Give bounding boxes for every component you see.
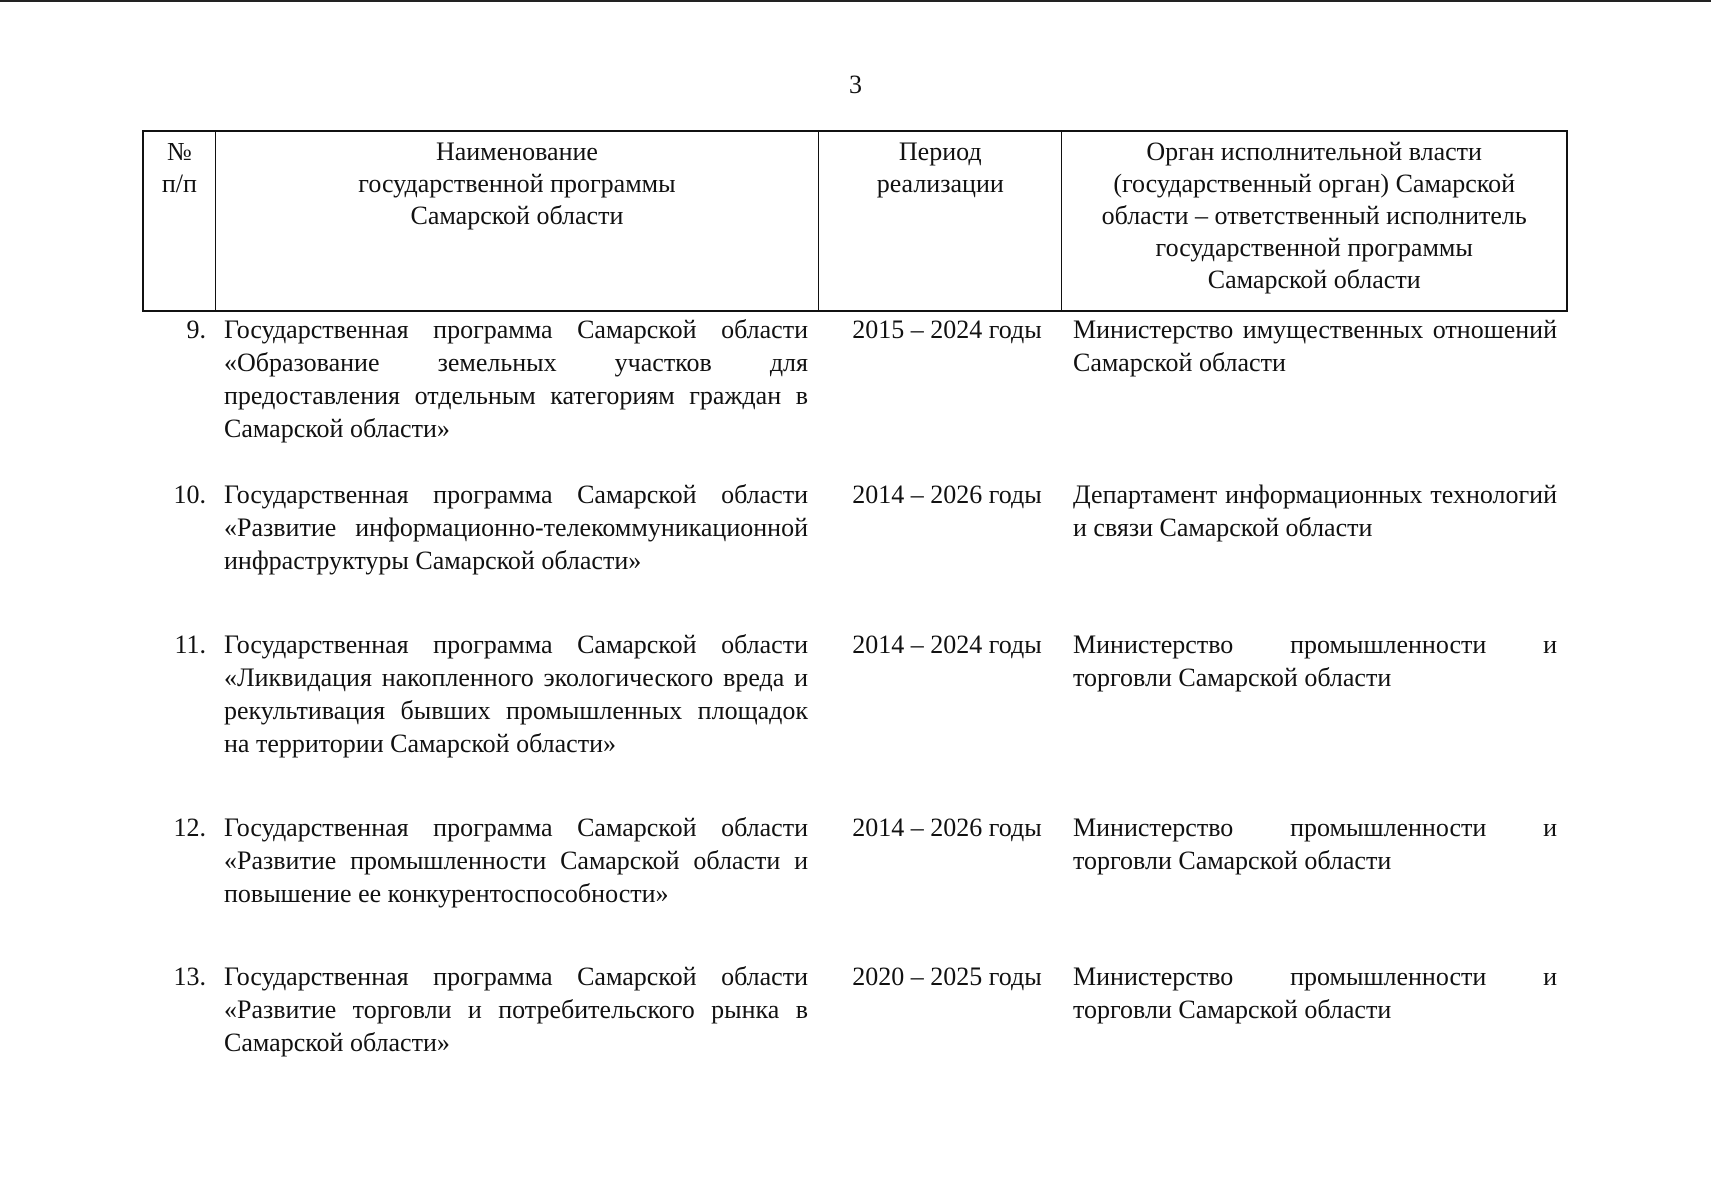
responsible-org: Департамент информационных технологий и связи Самарской области [1073, 480, 1557, 542]
page-number: 3 [849, 70, 862, 99]
program-period: 2014 – 2026 годы [852, 813, 1042, 842]
header-org-line: (государственный орган) Самарской [1113, 169, 1516, 198]
responsible-org: Министерство промышленности и торговли Самарской области [1073, 813, 1557, 875]
header-org-line: Орган исполнительной власти [1146, 137, 1482, 166]
program-name: Государственная программа Самарской области «Развитие информационно-телекоммуникационной инфраструктуры Самарской области» [224, 480, 808, 575]
table-header [142, 130, 1568, 312]
program-name: Государственная программа Самарской области «Образование земельных участков для предоставления отдельным категориям граждан в Самарской области» [224, 315, 808, 443]
program-period: 2014 – 2024 годы [852, 630, 1042, 659]
row-number: 9. [186, 315, 206, 344]
row-number: 10. [173, 480, 206, 509]
top-border-line [0, 0, 1711, 2]
row-number: 13. [173, 962, 206, 991]
header-num-line: п/п [161, 169, 197, 198]
program-period: 2015 – 2024 годы [852, 315, 1042, 344]
header-name [216, 132, 819, 310]
header-org [1062, 132, 1566, 310]
header-period-line: реализации [876, 169, 1004, 198]
program-period: 2020 – 2025 годы [852, 962, 1042, 991]
header-name-line: государственной программы [358, 169, 676, 198]
header-name-line: Наименование [435, 137, 598, 166]
header-period [819, 132, 1062, 310]
header-period-line: Период [898, 137, 982, 166]
header-name-line: Самарской области [410, 201, 624, 230]
program-name: Государственная программа Самарской области «Развитие торговли и потребительского рынка в Самарской области» [224, 962, 808, 1057]
responsible-org: Министерство промышленности и торговли Самарской области [1073, 962, 1557, 1024]
program-name: Государственная программа Самарской области «Ликвидация накопленного экологического вреда и рекультивация бывших промышленных площадок на территории Самарской области» [224, 630, 808, 758]
responsible-org: Министерство имущественных отношений Самарской области [1073, 315, 1557, 377]
row-number: 11. [174, 630, 206, 659]
program-period: 2014 – 2026 годы [852, 480, 1042, 509]
header-org-line: государственной программы [1155, 233, 1473, 262]
header-org-line: Самарской области [1207, 265, 1421, 294]
responsible-org: Министерство промышленности и торговли Самарской области [1073, 630, 1557, 692]
header-org-line: области – ответственный исполнитель [1101, 201, 1527, 230]
header-num-line: № [166, 137, 192, 166]
program-name: Государственная программа Самарской области «Развитие промышленности Самарской области и повышение ее конкурентоспособности» [224, 813, 808, 908]
header-num [144, 132, 216, 310]
row-number: 12. [173, 813, 206, 842]
